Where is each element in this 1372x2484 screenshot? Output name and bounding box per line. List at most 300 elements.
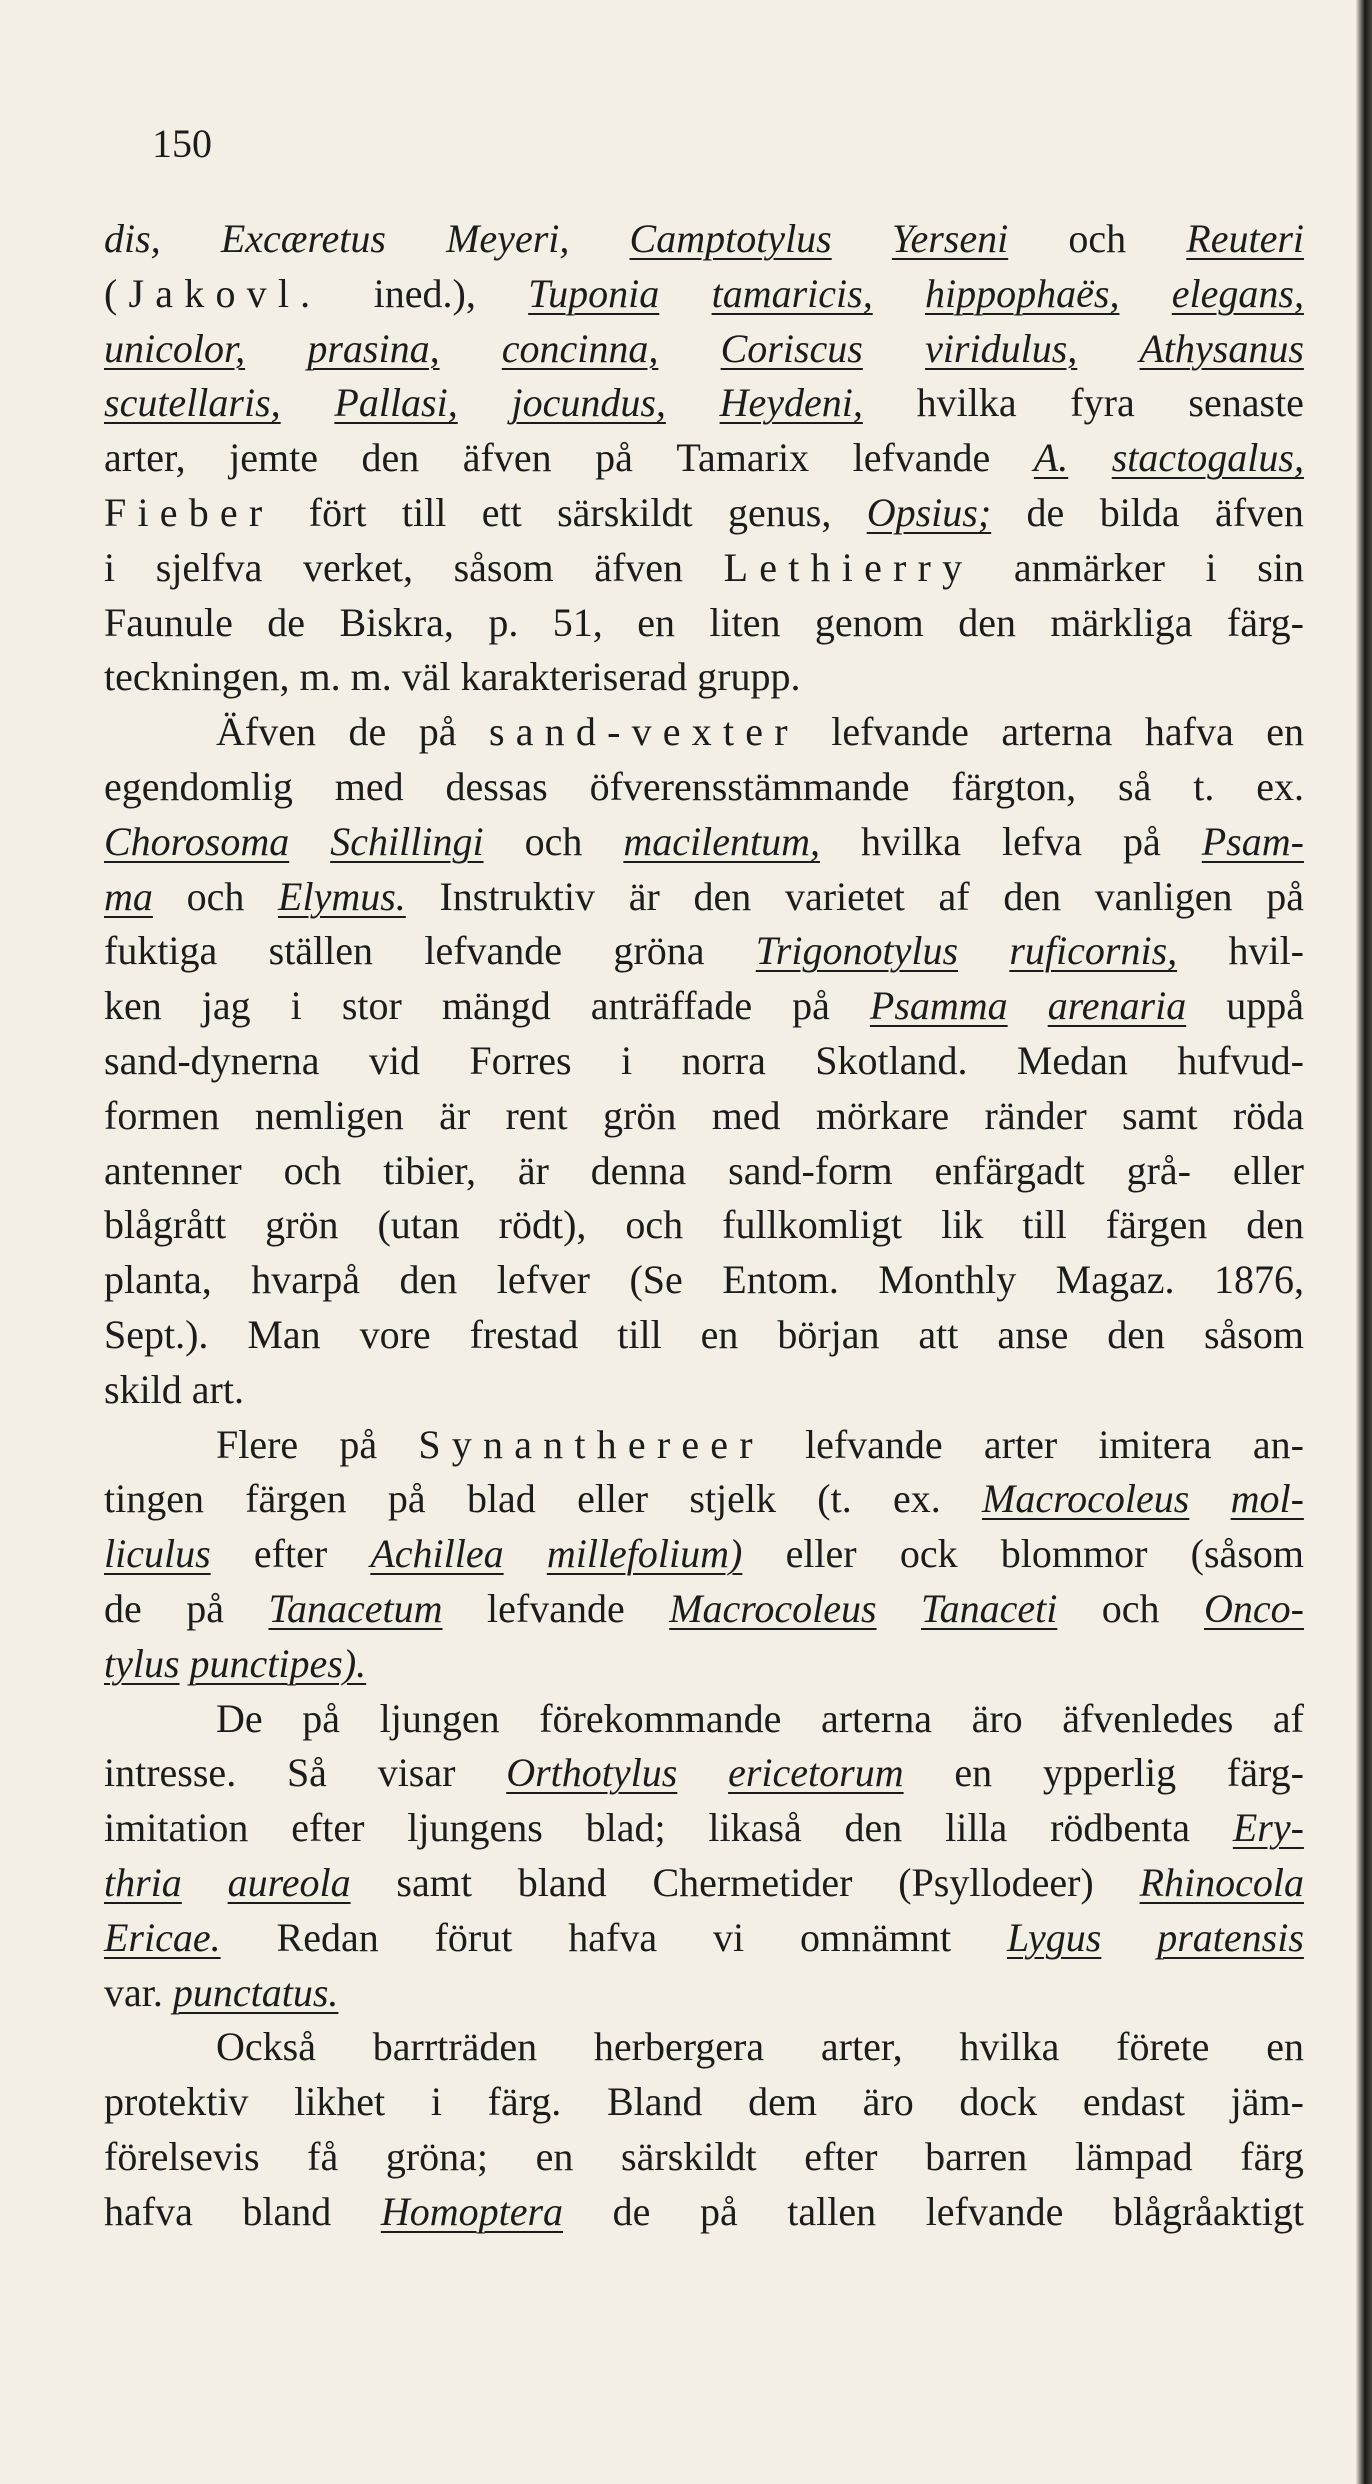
word: hvilka [916,380,1017,426]
word: elegans, [1171,270,1304,316]
word: var. [104,1969,163,2015]
word: de [267,599,306,645]
word: varietet [784,873,905,919]
word: särskildt [557,489,693,535]
word: arter [983,1421,1058,1467]
word: blad; [585,1805,666,1851]
word: lefva [1002,818,1082,864]
word: Flere [216,1421,299,1467]
word: prasina, [307,325,440,371]
text-line [104,1253,1304,1308]
text-line [104,1746,1304,1801]
word: macilentum, [623,818,820,864]
word: sand-dynerna [104,1037,320,1083]
word: grön [603,1092,677,1138]
word: protektiv [104,2079,249,2125]
word: karakteriserad [460,654,688,700]
word: ericetorum [728,1750,904,1796]
word: Trigonotylus [755,928,959,974]
word: lefvande [925,2188,1064,2234]
word: arenaria [1047,983,1187,1029]
word: Camptotylus [629,216,832,261]
word: antenner [104,1147,242,1193]
word: punctipes). [189,1640,367,1686]
word: den [958,599,1016,645]
word: Tamarix [676,435,810,481]
word: (t. [817,1476,852,1522]
word: (Psyllodeer) [898,1859,1094,1905]
word: Chermetider [652,1859,853,1905]
word: färg. [487,2079,562,2125]
word: dessas [445,763,548,809]
word: ined.), [373,270,476,316]
word: dis, [104,216,161,261]
word: bland [242,2188,332,2234]
word: Magaz. [1055,1257,1175,1303]
word: att [918,1311,959,1357]
text-line [104,1911,1304,1966]
page-edge-shadow [1356,0,1372,2484]
word: arter, [104,435,186,481]
word: är [439,1092,471,1138]
word: äfven [462,435,552,481]
word: Redan [276,1914,379,1960]
word: Excæretus [220,216,386,261]
word: förut [434,1914,513,1960]
word: ställen [268,928,374,974]
word: färg- [1226,599,1304,645]
word: på [302,1695,341,1741]
word: vore [359,1311,431,1357]
word: ljungen [379,1695,500,1741]
word: väl [401,654,451,700]
word: förete [1116,2024,1210,2070]
word: imitation [104,1805,249,1851]
word: på [1266,873,1304,919]
word: samt [1122,1092,1198,1138]
word: 51, [552,599,603,645]
word: t. [1193,763,1215,809]
word: aureola [227,1859,351,1905]
word: Ericae. [104,1914,221,1960]
word: Synanthereer [418,1421,764,1467]
word: tamaricis, [711,270,873,316]
word: Orthotylus [506,1750,678,1796]
word: ex. [1256,763,1304,809]
word: rödbenta [1050,1805,1191,1851]
word: lefvande [831,709,969,755]
word: hafva [568,1914,658,1960]
word: äro [862,2079,914,2125]
word: få [307,2133,339,2179]
word: lefvande [804,1421,943,1467]
word: med [334,763,404,809]
word: de [1026,489,1065,535]
word: Monthly [878,1257,1017,1303]
word: Också [216,2024,316,2070]
word: p. [488,599,519,645]
word: likhet [294,2079,386,2125]
word: barrträden [372,2024,538,2070]
word: visar [377,1750,456,1796]
word: enfärgadt [934,1147,1085,1193]
word: De [216,1695,263,1741]
word: ex. [892,1476,941,1522]
word: Entom. [722,1257,839,1303]
word: ränder [984,1092,1087,1138]
word: lilla [945,1805,1008,1851]
word: Lethierry [723,544,974,590]
text-line [104,870,1304,925]
word: den [844,1805,903,1851]
word: ypperlig [1042,1750,1177,1796]
word: till [617,1311,662,1357]
word: hafva [104,2188,193,2234]
word: lefvande [424,928,563,974]
word: Rhinocola [1139,1859,1304,1905]
word: en [1266,2024,1304,2070]
word: punctatus. [172,1969,339,2015]
text-line [104,1582,1304,1637]
word: Coriscus [720,325,863,371]
word: Opsius; [866,489,992,535]
word: egendomlig [104,763,293,809]
word: i [104,544,116,590]
word: den [693,873,752,919]
text-line [104,650,1304,705]
word: lefver [496,1257,590,1303]
word: grå- [1126,1147,1191,1193]
word: de [348,709,387,755]
word: Macrocoleus [982,1476,1190,1522]
word: förelsevis [104,2133,260,2179]
word: öfverensstämmande [589,763,910,809]
word: eller [785,1531,857,1577]
word: dem [748,2079,818,2125]
word: Faunule [104,599,233,645]
word: concinna, [501,325,659,371]
word: Lygus [1006,1914,1102,1960]
word: arterna [820,1695,932,1741]
word: Pallasi, [334,380,458,426]
word: tingen [104,1476,204,1522]
word: den [1246,1202,1304,1248]
text-line [104,1144,1304,1199]
word: Homoptera [380,2188,564,2234]
word: färg [1240,2133,1304,2179]
word: Tanaceti [921,1585,1058,1631]
paragraph-first-line [104,705,1304,760]
word: Så [286,1750,327,1796]
word: är [628,873,660,919]
word: Reuteri [1186,216,1304,261]
word: ljungens [407,1805,543,1851]
word: imitera [1098,1421,1212,1467]
word: bilda [1099,489,1180,535]
word: genus, [728,489,832,535]
text-line [104,1198,1304,1253]
word: på [387,1476,426,1522]
word: norra [681,1037,766,1083]
word: endast [1082,2079,1186,2125]
word: ruficornis, [1009,928,1178,974]
word: röda [1232,1092,1304,1138]
word: Instruktiv [439,873,596,919]
text-line [104,596,1304,651]
word: blad [466,1476,536,1522]
word: i [430,2079,442,2125]
word: stor [341,983,402,1029]
text-line [104,1856,1304,1911]
word: på [595,435,633,481]
word: arter, [820,2024,903,2070]
word: tylus [104,1640,180,1686]
word: märkliga [1050,599,1193,645]
word: vanligen [1094,873,1233,919]
word: 1876, [1213,1257,1304,1303]
text-line [104,1472,1304,1527]
word: på [418,709,457,755]
word: m. [350,654,392,700]
word: skild [104,1366,182,1412]
word: en [954,1750,993,1796]
word: Psam- [1201,818,1304,864]
word: liculus [104,1531,211,1577]
word: bland [517,1859,607,1905]
word: sjelfva [155,544,263,590]
word: såsom [1203,1311,1304,1357]
word: de [612,2188,651,2234]
word: vi [712,1914,745,1960]
text-line [104,2185,1304,2240]
word: hufvud- [1177,1037,1304,1083]
word: rent [505,1092,568,1138]
word: och [283,1147,342,1193]
word: formen [104,1092,220,1138]
word: och [524,818,583,864]
word: uppå [1226,983,1304,1029]
word: Äfven [216,709,316,755]
word: art. [191,1366,244,1412]
word: en [1266,709,1304,755]
word: en [535,2133,574,2179]
word: Forres [469,1037,572,1083]
word: till [401,489,447,535]
word: på [339,1421,378,1467]
text-line [104,1801,1304,1856]
word: viridulus, [925,325,1078,371]
word: omnämnt [799,1914,952,1960]
word: i [1205,544,1217,590]
word: hafva [1144,709,1234,755]
text-line [104,924,1304,979]
word: den [361,435,420,481]
word: (Jakovl. [104,270,322,316]
text-line [104,431,1304,486]
word: denna [590,1147,687,1193]
word: teckningen, [104,654,290,700]
word: och [186,873,245,919]
word: förekommande [539,1695,782,1741]
word: thria [104,1859,182,1905]
word: hvil- [1228,928,1304,974]
word: lik [941,1202,984,1248]
word: millefolium) [546,1531,743,1577]
text-line [104,1363,1304,1418]
word: Chorosoma [104,818,290,864]
word: lämpad [1074,2133,1193,2179]
word: lefvande [487,1585,625,1631]
word: gröna; [385,2133,489,2179]
word: scutellaris, [104,380,281,426]
word: Achillea [370,1531,504,1577]
word: Bland [606,2079,703,2125]
word: stjelk [689,1476,777,1522]
text-line [104,1034,1304,1089]
text-line [104,486,1304,541]
word: och [1101,1585,1160,1631]
word: Psamma [869,983,1008,1029]
word: frestad [469,1311,579,1357]
text-line [104,760,1304,815]
word: af [1272,1695,1304,1741]
word: såsom [453,544,554,590]
word: anträffade [590,983,753,1029]
word: tibier, [383,1147,476,1193]
word: gröna [613,928,705,974]
word: i [290,983,302,1029]
word: stactogalus, [1111,435,1304,481]
word: den [1107,1311,1166,1357]
word: Schillingi [330,818,484,864]
word: den [399,1257,458,1303]
word: äfven [1215,489,1304,535]
word: an- [1252,1421,1304,1467]
word: hippophaës, [925,270,1120,316]
word: sin [1257,544,1304,590]
word: jag [201,983,251,1029]
page-number: 150 [152,121,212,166]
word: Ery- [1232,1805,1304,1851]
word: en [637,599,675,645]
word: Medan [1016,1037,1128,1083]
word: ett [481,489,522,535]
word: (Se [629,1257,683,1303]
word: sand-form [728,1147,893,1193]
word: af [938,873,970,919]
word: nemligen [254,1092,404,1138]
word: mängd [441,983,551,1029]
word: på [1122,818,1161,864]
word: Biskra, [339,599,454,645]
word: särskildt [621,2133,757,2179]
word: den [1003,873,1062,919]
text-line [104,1966,1304,2021]
text-line [104,1527,1304,1582]
word: färgton, [951,763,1077,809]
word: Athysanus [1139,325,1304,371]
word: och [1068,216,1127,261]
word: unicolor, [104,325,246,371]
word: anse [997,1311,1069,1357]
word: sand-vexter [488,709,799,755]
text-line [104,979,1304,1034]
word: Meyeri, [446,216,570,261]
word: anmärker [1013,544,1165,590]
word: grön [265,1202,339,1248]
word: tallen [787,2188,877,2234]
text-line [104,1089,1304,1144]
word: fullkomligt [722,1202,903,1248]
word: mol- [1230,1476,1304,1522]
word: arterna [1001,709,1113,755]
word: grupp. [697,654,801,700]
word: Skotland. [815,1037,968,1083]
word: Man [247,1311,321,1357]
word: mörkare [815,1092,950,1138]
word: vid [368,1037,420,1083]
word: är [517,1147,549,1193]
word: ock [899,1531,958,1577]
word: (utan [377,1202,460,1248]
word: äro [971,1695,1023,1741]
word: lefvande [852,435,991,481]
word: de [104,1585,142,1631]
word: Yerseni [891,216,1009,261]
word: A. [1033,435,1069,481]
word: blommor [1000,1531,1148,1577]
word: planta, [104,1257,212,1303]
paragraph-first-line [104,2020,1304,2075]
text-line [104,267,1304,322]
text-body [104,212,1304,2239]
word: Tuponia [528,270,660,316]
word: med [711,1092,781,1138]
word: fuktiga [104,928,218,974]
word: och [625,1202,684,1248]
text-line [104,212,1304,267]
word: på [792,983,830,1029]
word: dock [959,2079,1038,2125]
word: fyra [1070,380,1135,426]
word: jäm- [1230,2079,1304,2125]
word: jemte [229,435,319,481]
paragraph-first-line [104,1692,1304,1747]
word: ken [104,983,162,1029]
word: äfvenledes [1062,1695,1234,1741]
word: hvilka [861,818,961,864]
word: senaste [1188,380,1304,426]
word: rödt), [498,1202,587,1248]
word: hvarpå [251,1257,361,1303]
text-line [104,2075,1304,2130]
word: efter [253,1531,328,1577]
text-line [104,322,1304,377]
word: m. [299,654,341,700]
word: hvilka [959,2024,1060,2070]
word: Tanacetum [268,1585,443,1631]
word: liten [709,599,781,645]
word: färgen [245,1476,347,1522]
word: efter [804,2133,878,2179]
text-line [104,1308,1304,1363]
word: herbergera [593,2024,765,2070]
word: fört [308,489,367,535]
text-line [104,815,1304,870]
word: färg- [1226,1750,1304,1796]
word: eller [1232,1147,1304,1193]
word: ma [104,873,153,919]
